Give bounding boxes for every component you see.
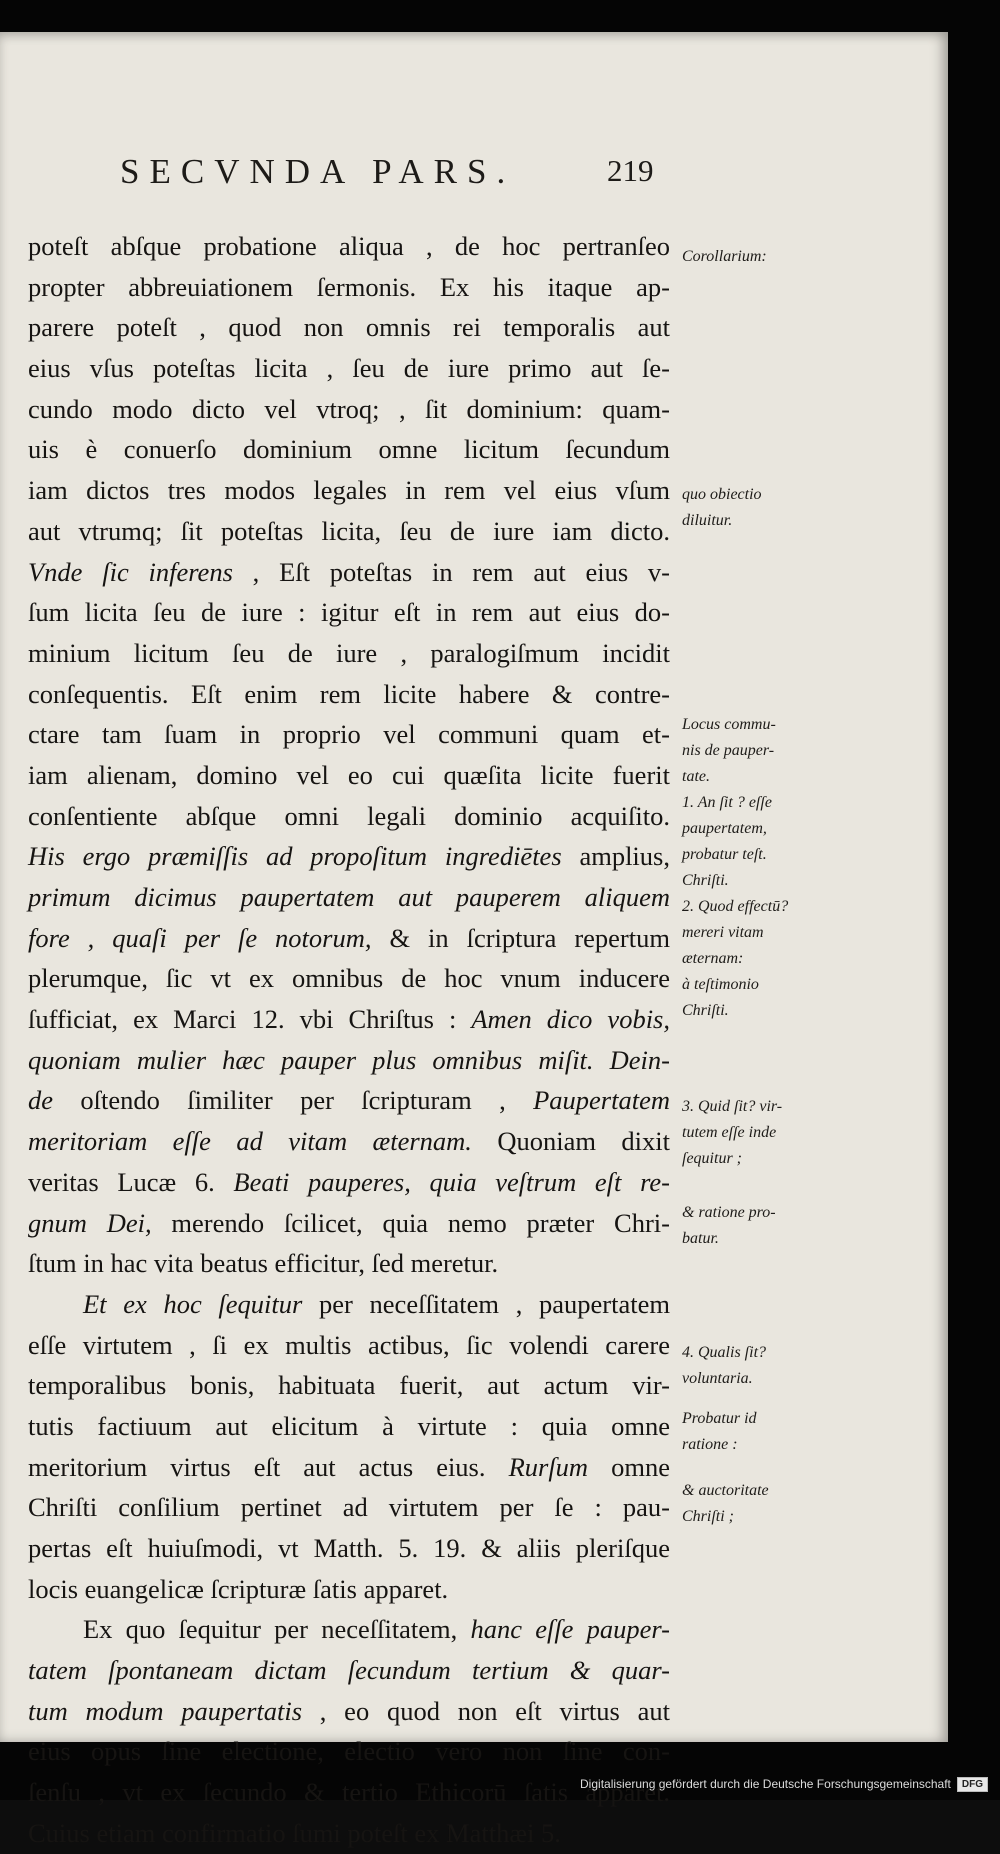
margin-note-line: tutem eſſe inde	[682, 1124, 777, 1141]
text-line	[28, 552, 670, 593]
italic-span: Rurſum	[508, 1451, 589, 1482]
text-line	[28, 1162, 670, 1203]
text-line	[28, 1243, 670, 1284]
italic-span: quoniam mulier hæc pauper plus omnibus miſit. Dein-	[28, 1044, 670, 1075]
margin-note-line: 3. Quid ſit? vir-	[682, 1098, 783, 1115]
margin-note	[682, 1406, 832, 1458]
dfg-logo: DFG	[957, 1777, 988, 1792]
italic-span: tum modum paupertatis	[28, 1695, 303, 1726]
italic-span: de	[28, 1085, 54, 1116]
text-line	[28, 1284, 670, 1325]
roman-span: iam dictos tres modos legales in rem vel eius vſum	[28, 475, 670, 506]
roman-span: eius opus ſine electione, electio vero non ſine con-	[28, 1736, 670, 1767]
text-line	[28, 1040, 670, 1081]
margin-note-line: quo obiectio	[682, 486, 762, 503]
margin-note-line: 2. Quod effectū?	[682, 898, 789, 915]
text-line	[28, 307, 670, 348]
roman-span: plerumque, ſic vt ex omnibus de hoc vnum inducere	[28, 963, 670, 994]
text-line	[28, 1325, 670, 1366]
text-line	[28, 1080, 670, 1121]
margin-note-line: & auctoritate	[682, 1482, 769, 1499]
margin-note-line: Probatur id	[682, 1410, 757, 1427]
roman-span: ſufficiat, ex Marci 12. vbi Chriſtus :	[28, 1004, 472, 1035]
roman-span: eius vſus poteſtas licita , ſeu de iure primo aut ſe-	[28, 353, 670, 384]
text-line	[28, 1121, 670, 1162]
text-line	[28, 714, 670, 755]
margin-note-line: voluntaria.	[682, 1370, 753, 1387]
italic-span: meritoriam eſſe ad vitam æternam.	[28, 1126, 472, 1157]
roman-span: poteſt abſque probatione aliqua , de hoc pertranſeo	[28, 231, 670, 261]
margin-note-line: Chriſti.	[682, 872, 729, 889]
margin-note	[682, 482, 832, 534]
italic-span: tatem ſpontaneam dictam ſecundum tertium & quar-	[28, 1655, 670, 1686]
text-line	[28, 226, 670, 267]
text-line	[28, 1406, 670, 1447]
margin-note-line: nis de pauper-	[682, 742, 775, 759]
roman-span: Ex quo ſequitur per neceſſitatem,	[83, 1614, 471, 1645]
text-line	[28, 1813, 670, 1854]
italic-span: Paupertatem	[533, 1085, 670, 1116]
margin-note-line: ſequitur ;	[682, 1150, 742, 1167]
text-line	[28, 999, 670, 1040]
roman-span: meritorium virtus eſt aut actus eius.	[28, 1451, 509, 1482]
text-line	[28, 1650, 670, 1691]
italic-span: Beati pauperes, quia veſtrum eſt re-	[233, 1166, 670, 1197]
italic-span: Et ex hoc ſequitur	[83, 1288, 303, 1319]
text-line	[28, 674, 670, 715]
roman-span: temporalibus bonis, habituata fuerit, aut actum vir-	[28, 1370, 670, 1401]
roman-span: , Eſt poteſtas in rem aut eius v-	[232, 556, 671, 587]
text-line	[28, 1731, 670, 1772]
roman-span: conſentiente abſque omni legali dominio acquiſito.	[28, 800, 670, 831]
text-line	[28, 1772, 670, 1813]
margin-note-line: Locus commu-	[682, 716, 776, 733]
margin-note-line: mereri vitam	[682, 924, 764, 941]
text-line	[28, 511, 670, 552]
text-line	[28, 592, 670, 633]
text-line	[28, 429, 670, 470]
italic-span: gnum Dei,	[28, 1207, 152, 1238]
credit-text: Digitalisierung gefördert durch die Deutsche Forschungsgemeinschaft	[580, 1777, 951, 1791]
margin-note-line: tate.	[682, 768, 710, 785]
roman-span: minium licitum ſeu de iure , paralogiſmum incidit	[28, 637, 670, 668]
roman-span: parere poteſt , quod non omnis rei temporalis aut	[28, 312, 670, 343]
text-line	[28, 389, 670, 430]
margin-note	[682, 1200, 832, 1252]
roman-span: propter abbreuiationem ſermonis. Ex his itaque ap-	[28, 271, 670, 302]
roman-span: merendo ſcilicet, quia nemo præter Chri-	[151, 1207, 670, 1238]
roman-span: tutis factiuum aut elicitum à virtute : quia omne	[28, 1410, 670, 1441]
text-line	[28, 1691, 670, 1732]
text-line	[28, 755, 670, 796]
margin-note	[682, 712, 832, 790]
text-line	[28, 1487, 670, 1528]
roman-span: & in ſcriptura repertum	[371, 922, 670, 953]
margin-note-line: ratione :	[682, 1436, 738, 1453]
text-line	[28, 918, 670, 959]
page-number: 219	[607, 153, 654, 188]
roman-span: ſtum in hac vita beatus efficitur, ſed meretur.	[28, 1248, 499, 1279]
italic-span: fore , quaſi per ſe notorum,	[28, 922, 372, 953]
italic-span: His ergo præmiſſis ad propoſitum ingrediētes	[28, 841, 562, 872]
text-line	[28, 1528, 670, 1569]
margin-note-line: 4. Qualis ſit?	[682, 1344, 767, 1361]
roman-span: omne	[588, 1451, 670, 1482]
roman-span: iam alienam, domino vel eo cui quæſita licite fuerit	[28, 759, 670, 790]
roman-span: pertas eſt huiuſmodi, vt Matth. 5. 19. & aliis pleriſque	[28, 1533, 670, 1563]
margin-note-line: probatur teſt.	[682, 846, 767, 863]
margin-note	[682, 790, 832, 894]
roman-span: locis euangelicæ ſcripturæ ſatis apparet.	[28, 1573, 449, 1604]
roman-span: eſſe virtutem , ſi ex multis actibus, ſic volendi carere	[28, 1329, 670, 1360]
main-text-block	[28, 226, 670, 1854]
italic-span: Amen dico vobis,	[471, 1004, 670, 1035]
roman-span: amplius,	[561, 841, 670, 872]
text-line	[28, 796, 670, 837]
roman-span: uis è conuerſo dominium omne licitum ſecundum	[28, 434, 670, 465]
text-line	[28, 1365, 670, 1406]
margin-note	[682, 894, 832, 1024]
roman-span: Quoniam dixit	[471, 1126, 670, 1157]
text-line	[28, 1203, 670, 1244]
margin-note	[682, 1094, 832, 1172]
roman-span: oſtendo ſimiliter per ſcripturam ,	[53, 1085, 534, 1116]
roman-span: ctare tam ſuam in proprio vel communi quam et-	[28, 719, 670, 750]
text-line	[28, 267, 670, 308]
margin-note	[682, 1340, 832, 1392]
italic-span: Vnde ſic inferens	[28, 556, 233, 587]
running-head: SECVNDA PARS.	[120, 152, 516, 191]
text-line	[28, 633, 670, 674]
roman-span: Chriſti conſilium pertinet ad virtutem per ſe : pau-	[28, 1492, 670, 1523]
text-line	[28, 348, 670, 389]
margin-note	[682, 1478, 832, 1530]
text-line	[28, 1569, 670, 1610]
margin-note-line: Chriſti ;	[682, 1508, 735, 1525]
roman-span: Cuius etiam confirmatio ſumi poteſt ex Matthæi 5.	[28, 1817, 561, 1848]
roman-span: conſequentis. Eſt enim rem licite habere & contre-	[28, 678, 670, 709]
margin-note-line: à teſtimonio	[682, 976, 759, 993]
italic-span: primum dicimus paupertatem aut pauperem aliquem	[28, 882, 670, 912]
roman-span: aut vtrumq; ſit poteſtas licita, ſeu de iure iam dicto.	[28, 515, 670, 546]
text-line	[28, 1447, 670, 1488]
margin-note-line: diluitur.	[682, 512, 733, 529]
margin-note-line: 1. An ſit ? eſſe	[682, 794, 772, 811]
margin-note-line: Chriſti.	[682, 1002, 729, 1019]
margin-note-line: paupertatem,	[682, 820, 767, 837]
margin-note-line: æternam:	[682, 950, 744, 967]
roman-span: , eo quod non eſt virtus aut	[302, 1695, 670, 1726]
text-line	[28, 1609, 670, 1650]
margin-note-line: & ratione pro-	[682, 1204, 776, 1221]
digitization-credit	[580, 1772, 988, 1796]
roman-span: ſenſu , vt ex ſecundo & tertio Ethicorū ſatis apparet.	[28, 1777, 670, 1808]
text-line	[28, 958, 670, 999]
italic-span: hanc eſſe pauper-	[470, 1614, 671, 1645]
roman-span: ſum licita ſeu de iure : igitur eſt in rem aut eius do-	[28, 597, 670, 628]
roman-span: veritas Lucæ 6.	[28, 1166, 234, 1197]
roman-span: per neceſſitatem , paupertatem	[302, 1288, 670, 1319]
margin-note-line: batur.	[682, 1230, 719, 1247]
text-line	[28, 470, 670, 511]
text-line	[28, 877, 670, 918]
text-line	[28, 836, 670, 877]
margin-note-line: Corollarium:	[682, 248, 767, 265]
margin-note	[682, 244, 832, 270]
roman-span: cundo modo dicto vel vtroq; , ſit dominium: quam-	[28, 393, 670, 424]
